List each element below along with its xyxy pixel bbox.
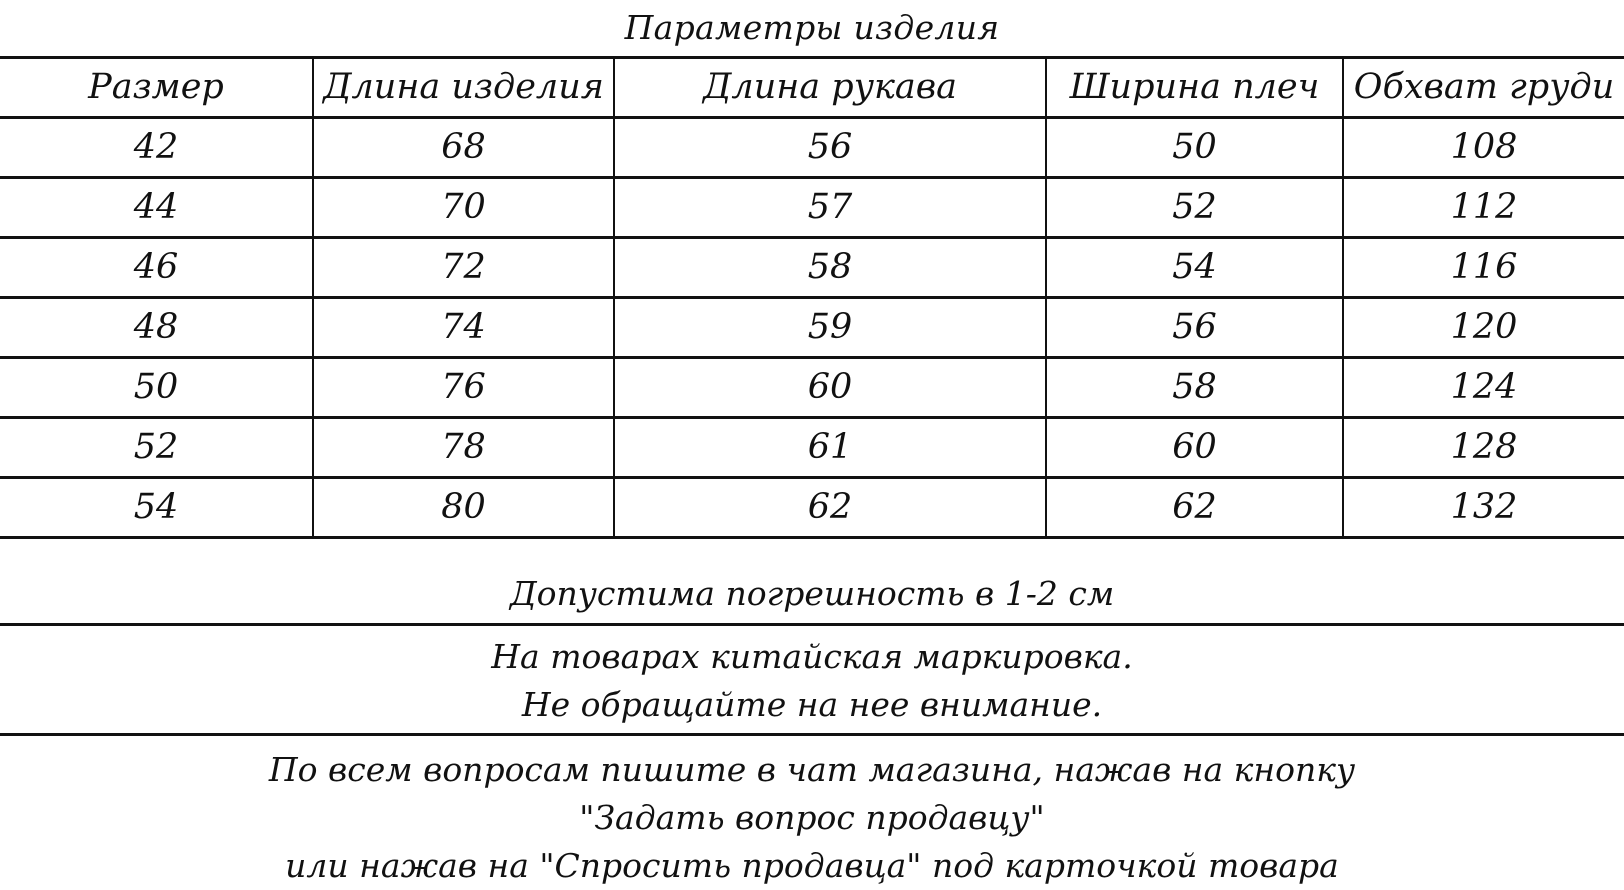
cell-sleeve-length: 59 [614,298,1046,358]
cell-chest-girth: 124 [1343,358,1624,418]
cell-size: 44 [0,178,313,238]
cell-shoulder-width: 62 [1046,478,1343,538]
cell-sleeve-length: 62 [614,478,1046,538]
cell-size: 52 [0,418,313,478]
cell-item-length: 80 [313,478,614,538]
header-shoulder-width: Ширина плеч [1046,58,1343,118]
divider [0,733,1624,736]
cell-sleeve-length: 57 [614,178,1046,238]
cell-shoulder-width: 54 [1046,238,1343,298]
cell-item-length: 78 [313,418,614,478]
table-row [0,178,1624,238]
cell-size: 48 [0,298,313,358]
size-table [0,56,1624,539]
cell-size: 42 [0,118,313,178]
cell-shoulder-width: 52 [1046,178,1343,238]
cell-sleeve-length: 61 [614,418,1046,478]
contact-note-line: "Задать вопрос продавцу" [579,798,1045,837]
table-header-row [0,58,1624,118]
header-size: Размер [0,58,313,118]
cell-chest-girth: 120 [1343,298,1624,358]
header-sleeve-length: Длина рукава [614,58,1046,118]
cell-item-length: 76 [313,358,614,418]
page-title: Параметры изделия [624,8,1000,47]
marking-note-line: На товарах китайская маркировка. [491,637,1133,676]
contact-note-line: или нажав на "Спросить продавца" под карточкой товара [285,846,1339,885]
tolerance-note: Допустима погрешность в 1-2 см [509,574,1115,613]
cell-chest-girth: 108 [1343,118,1624,178]
cell-sleeve-length: 60 [614,358,1046,418]
cell-shoulder-width: 60 [1046,418,1343,478]
table-row [0,118,1624,178]
table-row [0,358,1624,418]
cell-shoulder-width: 56 [1046,298,1343,358]
contact-note-line: По всем вопросам пишите в чат магазина, нажав на кнопку [268,750,1356,789]
cell-chest-girth: 132 [1343,478,1624,538]
marking-note [0,633,1624,729]
cell-item-length: 68 [313,118,614,178]
table-row [0,238,1624,298]
cell-item-length: 74 [313,298,614,358]
table-row [0,298,1624,358]
marking-note-line: Не обращайте на нее внимание. [521,685,1103,724]
cell-size: 46 [0,238,313,298]
cell-size: 50 [0,358,313,418]
cell-shoulder-width: 50 [1046,118,1343,178]
cell-chest-girth: 116 [1343,238,1624,298]
cell-sleeve-length: 58 [614,238,1046,298]
cell-shoulder-width: 58 [1046,358,1343,418]
divider [0,623,1624,626]
cell-item-length: 72 [313,238,614,298]
cell-chest-girth: 128 [1343,418,1624,478]
cell-size: 54 [0,478,313,538]
table-row [0,478,1624,538]
cell-item-length: 70 [313,178,614,238]
header-item-length: Длина изделия [313,58,614,118]
table-row [0,418,1624,478]
header-chest-girth: Обхват груди [1343,58,1624,118]
cell-chest-girth: 112 [1343,178,1624,238]
cell-sleeve-length: 56 [614,118,1046,178]
contact-note [0,746,1624,890]
